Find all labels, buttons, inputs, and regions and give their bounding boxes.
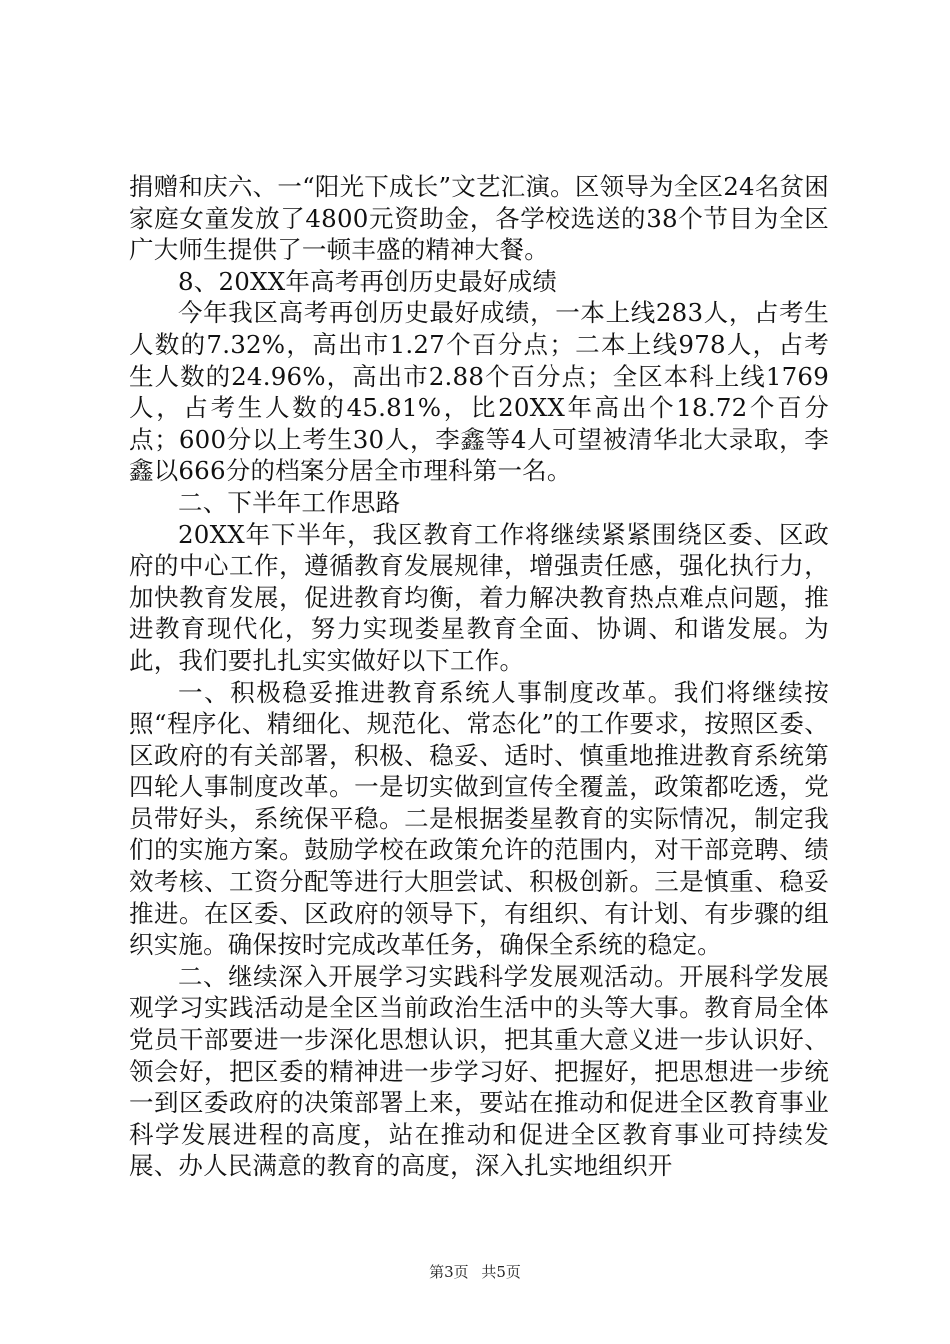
page-number: 第3页 [429, 1263, 469, 1281]
section-heading-gaokao: 8、20XX年高考再创历史最好成绩 [178, 266, 558, 296]
paragraph-scientific-development: 二、继续深入开展学习实践科学发展观活动。开展科学发展观学习实践活动是全区当前政治生活中的头等大事。教育局全体党员干部要进一步深化思想认识，把其重大意义进一步认识好、领会好，把区委的精神进一步学习好、把握好，把思想进一步统一到区委政府的决策部署上来，要站在推动和促进全区教育事业科学发展进程的高度，站在推动和促进全区教育事业可持续发展、办人民满意的教育的高度，深入扎实地组织开 [129, 961, 829, 1181]
page-footer [0, 1262, 950, 1282]
paragraph-continuation: 捐赠和庆六、一“阳光下成长”文艺汇演。区领导为全区24名贫困家庭女童发放了4800元资助金，各学校选送的38个节目为全区广大师生提供了一顿丰盛的精神大餐。 [129, 172, 829, 265]
paragraph-personnel-reform: 一、积极稳妥推进教育系统人事制度改革。我们将继续按照“程序化、精细化、规范化、常态化”的工作要求，按照区委、区政府的有关部署，积极、稳妥、适时、慎重地推进教育系统第四轮人事制度改革。一是切实做到宣传全覆盖，政策都吃透，党员带好头，系统保平稳。二是根据娄星教育的实际情况，制定我们的实施方案。鼓励学校在政策允许的范围内，对干部竞聘、绩效考核、工资分配等进行大胆尝试、积极创新。三是慎重、稳妥推进。在区委、区政府的领导下，有组织、有计划、有步骤的组织实施。确保按时完成改革任务，确保全系统的稳定。 [129, 677, 829, 960]
paragraph-work-plan: 20XX年下半年，我区教育工作将继续紧紧围绕区委、区政府的中心工作，遵循教育发展规律，增强责任感，强化执行力，加快教育发展，促进教育均衡，着力解决教育热点难点问题，推进教育现代化，努力实现娄星教育全面、协调、和谐发展。为此，我们要扎扎实实做好以下工作。 [129, 519, 829, 675]
page-total: 共5页 [481, 1263, 521, 1281]
document-body [129, 171, 829, 1182]
paragraph-gaokao-results: 今年我区高考再创历史最好成绩，一本上线283人，占考生人数的7.32%，高出市1.27个百分点；二本上线978人，占考生人数的24.96%，高出市2.88个百分点；全区本科上线1769人，占考生人数的45.81%，比20XX年高出个18.72个百分点；600分以上考生30人，李鑫等4人可望被清华北大录取，李鑫以666分的档案分居全市理科第一名。 [129, 298, 829, 486]
section-heading-second-half: 二、下半年工作思路 [178, 487, 401, 517]
